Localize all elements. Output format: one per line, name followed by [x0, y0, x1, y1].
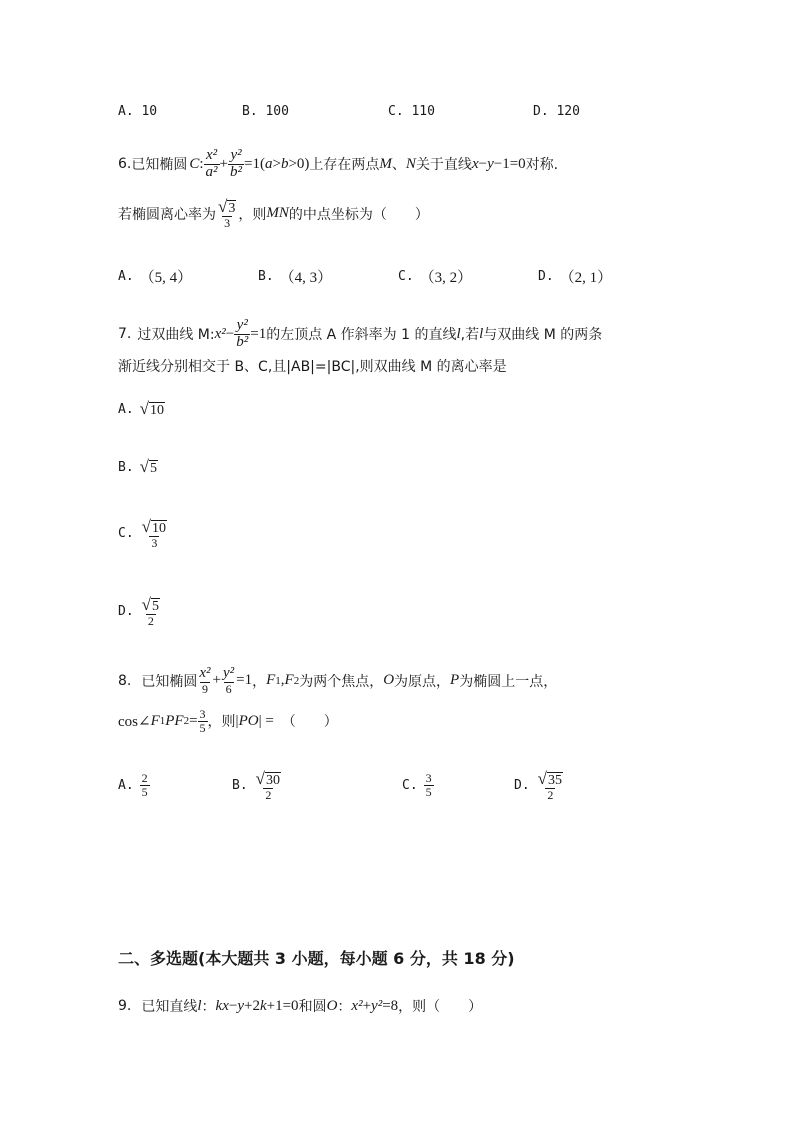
- q6-option-b: B. （4, 3）: [258, 269, 333, 286]
- q6-line2: 若椭圆离心率为 √ 3 3 ，则 MN 的中点坐标为（ ）: [118, 197, 429, 231]
- q6-eccentricity: √ 3 3: [218, 197, 236, 231]
- q5-option-c: C. 110: [388, 104, 435, 119]
- q8-option-d: D. √ 35 2: [514, 769, 562, 803]
- q8-option-a: A. $\frac{2}{5}$: [118, 771, 148, 799]
- section-title: 二、多选题(本大题共 3 小题，每小题 6 分，共 18 分): [118, 949, 515, 968]
- q7-line2: 渐近线分别相交于 B、C,且|AB|=|BC|,则双曲线 M 的离心率是: [118, 359, 507, 375]
- q6-ellipse-formula: C: [189, 155, 200, 172]
- q7-line1: 7. 过双曲线 M: x² − $\frac{\text{y²}}{\text{b²}}$ =1 的左顶点 A 作斜率为 1 的直线 l ,若 l 与双曲线 M 的两条: [118, 317, 603, 350]
- q9-number: 9.: [118, 998, 132, 1014]
- q6-number: 6.: [118, 156, 132, 173]
- q7-option-c: C. √ 10 3: [118, 517, 166, 551]
- q8-line1: 8. 已知椭圆 $\frac{\text{x²}}{9}$ + $\frac{\text{y²}}{6}$ =1 ， F 1 , F 2 为两个焦点， O 为原点， P 为椭圆上一点，: [118, 665, 558, 696]
- q6-option-c: C. （3, 2）: [398, 269, 473, 286]
- q9-line1: 9. 已知直线 l ： kx − y +2 k +1=0 和圆 O ： x² + y² =8 ，则（ ）: [118, 997, 483, 1015]
- q7-option-a: A. √ 10: [118, 399, 164, 418]
- q8-number: 8.: [118, 672, 132, 689]
- q6-option-a: A. （5, 4）: [118, 269, 193, 286]
- q7-number: 7.: [118, 326, 132, 343]
- q6-text: 已知椭圆: [131, 157, 188, 174]
- q6-option-d: D. （2, 1）: [538, 269, 613, 286]
- q5-option-d: D. 120: [533, 104, 580, 119]
- q7-option-d: D. √ 5 2: [118, 595, 159, 629]
- q5-option-b: B. 100: [242, 104, 289, 119]
- q8-line2: cos∠ F 1 PF 2 = $\frac{3}{5}$ ，则 | PO | = （ ）: [118, 707, 338, 735]
- q6-line1: 6. 已知椭圆 C : $\frac{\text{x²}}{\text{a²}}$ + $\frac{\text{y²}}{\text{b²}}$ =1( a > b >0) 上存在两点 M 、 N 关于直线 x − y −1=0 对称.: [118, 147, 559, 180]
- q7-option-b: B. √ 5: [118, 457, 157, 476]
- q8-option-b: B. √ 30 2: [232, 769, 280, 803]
- q5-option-a: A. 10: [118, 104, 158, 119]
- q8-option-c: C. $\frac{3}{5}$: [402, 771, 432, 799]
